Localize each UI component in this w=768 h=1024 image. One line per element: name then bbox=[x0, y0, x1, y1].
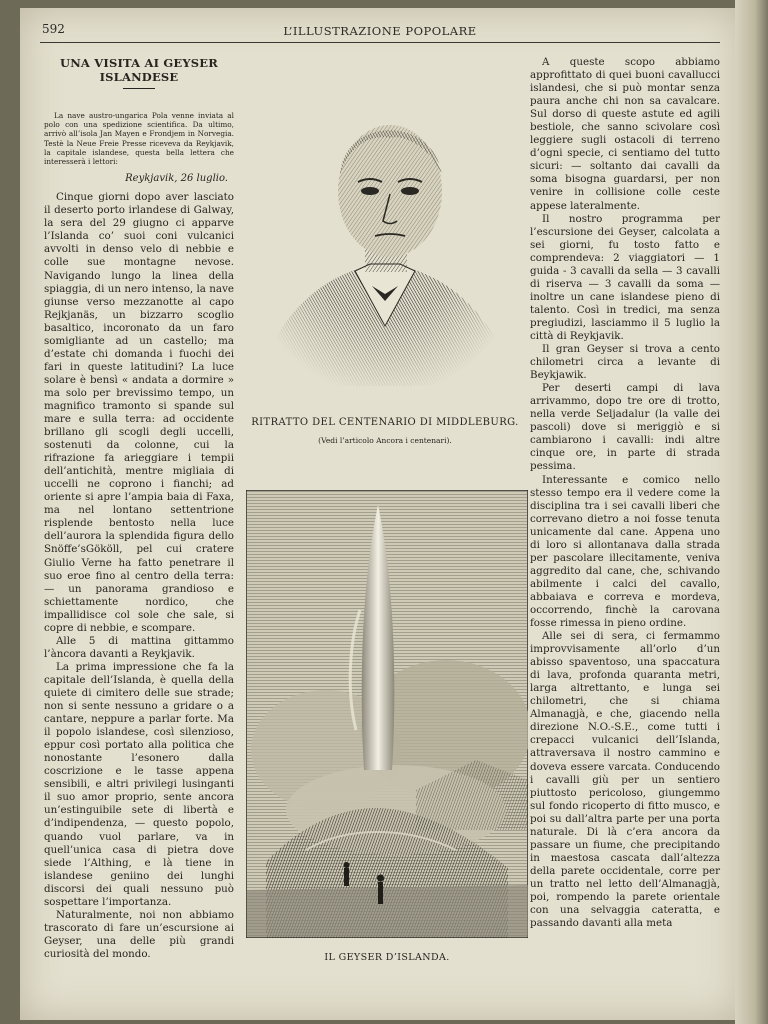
paragraph: Il gran Geyser si trova a cento chilometri circa a levante di Beykjawik. bbox=[530, 343, 720, 382]
paragraph: Il nostro programma per l’escursione dei Geyser, calcolata a sei giorni, fu tosto fatto e comprendeva: 2 viaggiatori — 1 guida - 3 cavalli da sella — 3 cavalli di riserva — 3 cavalli da soma — inoltre un cane islandese pieno di talento. Così in tredici, ma senza pregiudizi, lasciammo il 5 luglio la città di Reykjavik. bbox=[530, 212, 720, 342]
header-rule bbox=[40, 42, 720, 43]
title-rule bbox=[123, 88, 155, 89]
page-edge bbox=[735, 0, 768, 1024]
dateline: Reykjavik, 26 luglio. bbox=[125, 173, 228, 185]
geyser-engraving bbox=[246, 490, 528, 938]
page-number: 592 bbox=[42, 22, 65, 36]
running-header: L’ILLUSTRAZIONE POPOLARE bbox=[283, 24, 477, 38]
paragraph: Naturalmente, noi non abbiamo trascorato di fare un’escursione ai Geyser, una delle più grandi curiosità del mondo. bbox=[44, 908, 234, 960]
geyser-illustration bbox=[246, 490, 528, 938]
paragraph: La prima impressione che fa la capitale dell’Islanda, è quella della quiete di cimitero delle sue strade; non si sente nessuno a gridare o a cantare, neppure a parlar forte. Ma il popolo islandese, così silenzioso, eppur così portato alla politica che nonostante l’esonero dalla coscrizione e le tasse appena sensibili, e altri privilegi lusinganti il suo amor proprio, sente ancora un’estinguibile sete di libertà e d’indipendenza, — questo popolo, quando vuol parlare, va in quell’unica casa di pietra dove siede l’Althing, e là tiene in islandese geniino dei lunghi discorsi dei quali nessuno può sospettare l’importanza. bbox=[44, 660, 234, 908]
portrait-engraving bbox=[250, 86, 520, 396]
left-column bbox=[44, 56, 234, 961]
paragraph: Per deserti campi di lava arrivammo, dopo tre ore di trotto, nella verde Seljadalur (la valle dei pascoli) dove si meriggiò e si cambiarono i cavalli: indi altre cinque ore, in parte di strada pessima. bbox=[530, 382, 720, 473]
article-intro: La nave austro-ungarica Pola venne inviata al polo con una spedizione scientifica. Da ultimo, arrivò all’isola Jan Mayen e Frondjem in Norvegia. Testè la Neue Freie Presse riceveva da Reykjavik, la capitale islandese, questa bella lettera che interesserà i lettori: bbox=[44, 111, 234, 167]
right-column bbox=[530, 56, 720, 930]
portrait-caption: RITRATTO DEL CENTENARIO DI MIDDLEBURG. bbox=[251, 417, 519, 428]
portrait-illustration bbox=[250, 86, 520, 396]
paragraph: Alle 5 di mattina gittammo l’àncora davanti a Reykjavik. bbox=[44, 634, 234, 660]
paragraph: Cinque giorni dopo aver lasciato il deserto porto irlandese di Galway, la sera del 29 giugno ci apparve l’Islanda co’ suoi coni vulcanici avvolti in denso velo di nebbie e colle sue montagne nevose. Navigando lungo la linea della spiaggia, di un nero intenso, la nave giunse verso mezzanotte al capo Rejkjanäs, un bizzarro scoglio basaltico, incoronato da un faro somigliante ad un castello; ma d’estate chi domanda i fuochi dei fari in queste latitudini? La luce solare è bensì « andata a dormire » ma solo per brevissimo tempo, un magnifico tramonto si spande sul mare e sulla terra: ad occidente brillano gli scogli degli uccelli, sostenuti da colonne, cui la rifrazione fa arieggiare i tempii dell’antichità, mentre migliaia di uccelli ne coprono i fianchi; ad oriente si apre l’ampia baia di Faxa, ma nel lontano settentrione risplende bentosto nella luce dell’aurora la splendida figura dello Snöffe’sGököll, pel cui cratere Giulio Verne ha fatto penetrare il suo eroe fino al centro della terra: — un panorama grandioso e schiettamente nordico, che impallidisce col sole che sale, si copre di nebbie, e scompare. bbox=[44, 191, 234, 634]
paragraph: A queste scopo abbiamo approfittato di quei buoni cavallucci islandesi, che si può montar senza paura anche chi non sa cavalcare. Sul dorso di queste astute ed agili bestiole, che sanno scivolare così leggiere sugli ostacoli di terreno d’ogni specie, ci sentiamo del tutto sicuri: — soltanto dai cavalli da soma bisogna guardarsi, per non venire in collisione colle ceste appese lateralmente. bbox=[530, 56, 720, 212]
portrait-note: (Vedi l’articolo Ancora i centenari). bbox=[318, 436, 452, 445]
paragraph: Alle sei di sera, ci fermammo improvvisamente all’orlo d’un abisso spaventoso, una spaccatura di lava, profonda quaranta metri, larga altrettanto, e lunga sei chilometri, che si chiama Almanagjà, e che, giacendo nella direzione N.O.-S.E., come tutti i crepacci vulcanici dell’Islanda, attraversava il nostro cammino e doveva essere varcata. Conducendo i cavalli giù per un sentiero piuttosto pericoloso, giungemmo sul fondo ricoperto di fitto musco, e poi su dall’altra parte per una porta naturale. Di là c’era ancora da passare un fiume, che precipitando in maestosa cascata dall’altezza della parete occidentale, corre per un tratto nel letto dell’Almanagjà, poi, rompendo la parete orientale con una selvaggia cateratta, e passando davanti alla meta bbox=[530, 630, 720, 930]
paragraph: Interessante e comico nello stesso tempo era il vedere come la disciplina tra i sei cavalli liberi che correvano dietro a noi fosse tenuta unicamente dal cane. Appena uno di loro si allontanava dalla strada per pascolare illecitamente, veniva aggredito dal cane, che, schivando abilmente i calci del cavallo, abbaiava e correva e mordeva, occorrendo, finchè la carovana fosse rimessa in pieno ordine. bbox=[530, 473, 720, 630]
article-title: UNA VISITA AI GEYSER ISLANDESE bbox=[59, 56, 219, 84]
geyser-caption: IL GEYSER D’ISLANDA. bbox=[324, 952, 450, 963]
